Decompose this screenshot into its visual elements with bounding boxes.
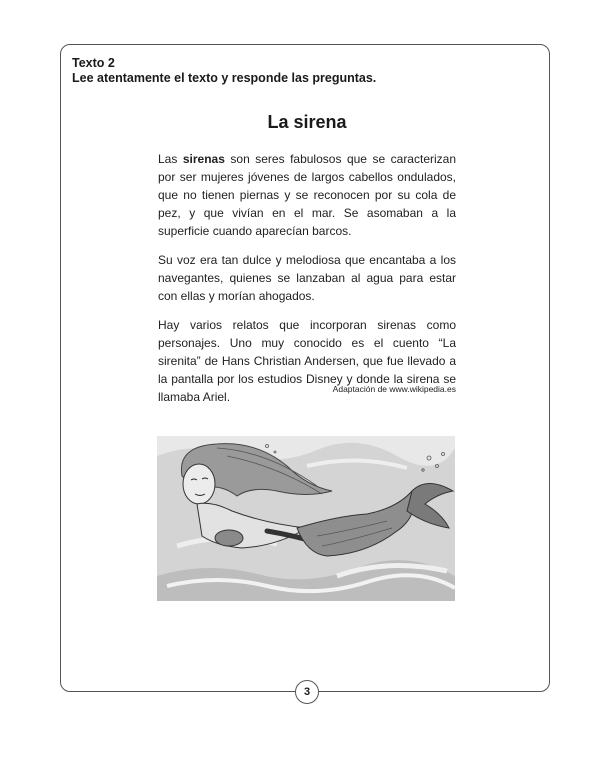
mermaid-illustration bbox=[157, 436, 455, 601]
article-body bbox=[158, 150, 456, 417]
bold-term: sirenas bbox=[182, 152, 225, 166]
page-number: 3 bbox=[295, 680, 319, 704]
instruction: Lee atentamente el texto y responde las preguntas. bbox=[72, 71, 377, 85]
paragraph-2: Su voz era tan dulce y melodiosa que encantaba a los navegantes, quienes se lanzaban al agua para estar con ellas y morían ahogados. bbox=[158, 253, 456, 303]
paragraph-1 bbox=[158, 150, 456, 240]
text-label: Texto 2 bbox=[72, 56, 115, 70]
paragraph-1-start: Las bbox=[158, 152, 183, 166]
paragraph-1-rest: son seres fabulosos que se caracterizan por ser mujeres jóvenes de largos cabellos ondulados, que no tienen piernas y se reconocen por su cola de pez, y que vivían en el mar. Se asomaban a la superficie cuando aparecían barcos. bbox=[158, 152, 457, 238]
page-title: La sirena bbox=[267, 112, 347, 132]
source-credit: Adaptación de www.wikipedia.es bbox=[332, 384, 456, 394]
paragraph-3: Hay varios relatos que incorporan sirenas como personajes. Uno muy conocido es el cuento “La sirenita” de Hans Christian Andersen, que fue llevado a la pantalla por los estudios Disney y donde la sirena se llamaba Ariel. bbox=[158, 318, 456, 404]
text-header bbox=[72, 56, 376, 86]
